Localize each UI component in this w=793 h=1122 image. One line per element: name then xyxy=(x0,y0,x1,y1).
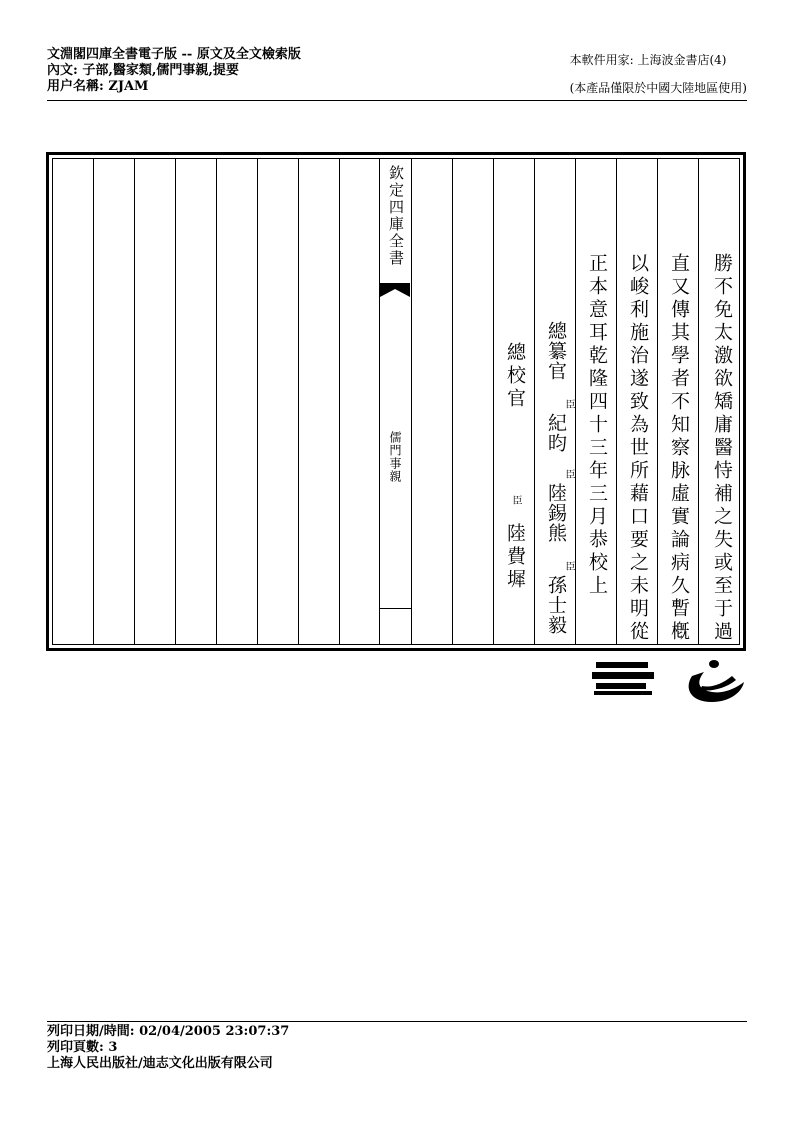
header-region-notice: (本產品僅限於中國大陸地區使用) xyxy=(569,81,747,95)
text-column xyxy=(698,159,742,644)
empty-column xyxy=(339,159,380,644)
text-line: 以峻利施治遂致為世所藉口要之未明從 xyxy=(627,253,649,644)
book-page-frame xyxy=(46,152,746,651)
fishtail-mark-icon xyxy=(380,283,410,305)
footer xyxy=(47,1024,289,1072)
empty-column xyxy=(257,159,299,644)
empty-column xyxy=(134,159,176,644)
chen-mark: 臣 xyxy=(563,561,574,575)
text-line: 勝不免太激欲矯庸醫恃補之失或至于過 xyxy=(711,253,733,644)
empty-column xyxy=(93,159,135,644)
header-content-path: 內文: 子部,醫家類,儒門事親,提要 xyxy=(47,63,239,78)
editor-column-a xyxy=(534,159,576,644)
fold-book-title: 儒門事親 xyxy=(388,431,402,483)
empty-column xyxy=(411,159,453,644)
empty-column xyxy=(175,159,217,644)
chen-mark: 臣 xyxy=(563,469,574,483)
book-page-inner xyxy=(52,158,740,645)
header-divider xyxy=(47,100,747,101)
header-right xyxy=(570,50,747,96)
fold-title: 欽定四庫全書 xyxy=(387,165,405,267)
header-username: 用户名稱: ZJAM xyxy=(47,79,149,94)
empty-column xyxy=(298,159,340,644)
empty-column xyxy=(216,159,258,644)
chen-mark: 臣 xyxy=(563,399,574,413)
editor-name: 陸費墀 xyxy=(504,523,526,592)
fold-strip xyxy=(379,159,412,644)
header-licensee: 本軟件用家: 上海波金書店(4) xyxy=(569,53,727,67)
editor-name: 孫士毅 xyxy=(545,575,567,635)
publisher: 上海人民出版社/迪志文化出版有限公司 xyxy=(47,1056,273,1071)
text-column xyxy=(575,159,617,644)
text-column xyxy=(616,159,658,644)
print-pages: 列印頁數: 3 xyxy=(47,1040,118,1055)
stacked-bars-logo-icon xyxy=(592,658,656,698)
print-datetime: 列印日期/時間: 02/04/2005 23:07:37 xyxy=(47,1024,290,1039)
editor-role: 總纂官 xyxy=(545,321,567,381)
chen-mark: 臣 xyxy=(510,495,521,509)
editor-name: 陸錫熊 xyxy=(545,483,567,543)
footer-divider xyxy=(47,1021,747,1022)
editor-column-b xyxy=(493,159,535,644)
editor-role: 總校官 xyxy=(504,342,526,411)
empty-column xyxy=(452,159,494,644)
fold-bottom-rule xyxy=(380,608,412,609)
header-left xyxy=(47,47,301,95)
brush-stroke-logo-icon xyxy=(682,658,746,706)
empty-column xyxy=(53,159,93,644)
text-line: 正本意耳乾隆四十三年三月恭校上 xyxy=(586,253,608,598)
text-line: 直又傳其學者不知察脉虛實論病久暫槪 xyxy=(668,253,690,644)
text-column xyxy=(657,159,699,644)
editor-name: 紀昀 xyxy=(545,413,567,453)
header-title: 文淵閣四庫全書電子版 -- 原文及全文檢索版 xyxy=(47,47,301,62)
